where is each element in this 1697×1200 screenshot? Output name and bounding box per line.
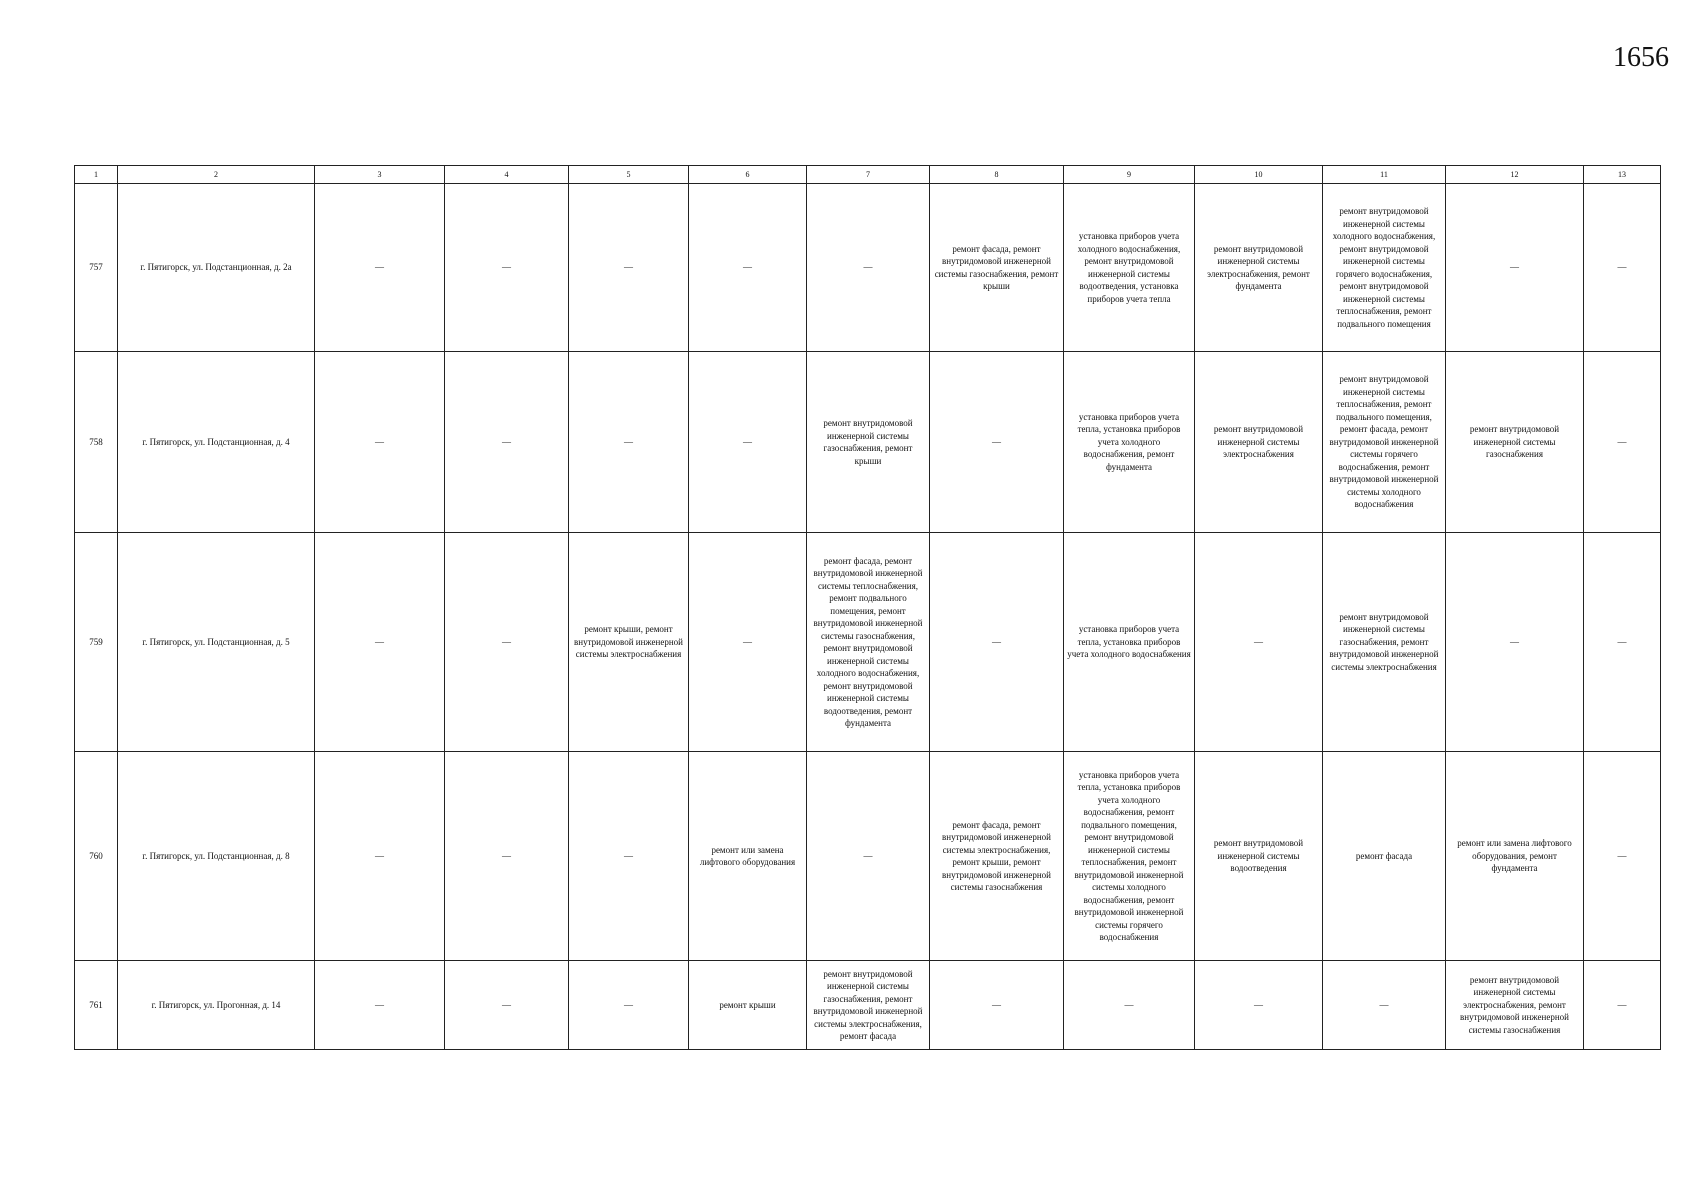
work-cell: — xyxy=(689,352,807,533)
work-cell: — xyxy=(930,961,1064,1050)
column-header: 4 xyxy=(445,166,569,184)
column-header: 1 xyxy=(75,166,118,184)
column-header: 7 xyxy=(807,166,930,184)
work-cell: ремонт внутридомовой инженерной системы газоснабжения, ремонт внутридомовой инженерной системы электроснабжения xyxy=(1323,533,1446,752)
row-number: 760 xyxy=(75,752,118,961)
address-cell: г. Пятигорск, ул. Подстанционная, д. 2а xyxy=(118,184,315,352)
address-cell: г. Пятигорск, ул. Подстанционная, д. 5 xyxy=(118,533,315,752)
work-cell: ремонт фасада, ремонт внутридомовой инженерной системы теплоснабжения, ремонт подвального помещения, ремонт внутридомовой инженерной системы газоснабжения, ремонт внутридомовой инженерной системы холодного водоснабжения, ремонт внутридомовой инженерной системы водоотведения, ремонт фундамента xyxy=(807,533,930,752)
work-cell: — xyxy=(445,352,569,533)
row-number: 757 xyxy=(75,184,118,352)
work-cell: — xyxy=(445,752,569,961)
work-cell: ремонт или замена лифтового оборудования xyxy=(689,752,807,961)
work-cell: установка приборов учета тепла, установка приборов учета холодного водоснабжения xyxy=(1064,533,1195,752)
address-cell: г. Пятигорск, ул. Подстанционная, д. 4 xyxy=(118,352,315,533)
page-number: 1656 xyxy=(1613,42,1669,73)
work-cell: — xyxy=(1584,352,1661,533)
work-cell: — xyxy=(1584,961,1661,1050)
work-cell: установка приборов учета тепла, установка приборов учета холодного водоснабжения, ремонт подвального помещения, ремонт внутридомовой инженерной системы теплоснабжения, ремонт внутридомовой инженерной системы холодного водоснабжения, ремонт внутридомовой инженерной системы горячего водоснабжения xyxy=(1064,752,1195,961)
work-cell: ремонт или замена лифтового оборудования, ремонт фундамента xyxy=(1446,752,1584,961)
work-cell: ремонт внутридомовой инженерной системы газоснабжения, ремонт внутридомовой инженерной системы электроснабжения, ремонт фасада xyxy=(807,961,930,1050)
table-row xyxy=(75,352,1661,533)
work-cell: — xyxy=(315,961,445,1050)
work-cell: — xyxy=(689,533,807,752)
column-number-row xyxy=(75,166,1661,184)
work-cell: — xyxy=(445,533,569,752)
work-cell: — xyxy=(1323,961,1446,1050)
work-cell: установка приборов учета тепла, установка приборов учета холодного водоснабжения, ремонт фундамента xyxy=(1064,352,1195,533)
work-cell: — xyxy=(1195,533,1323,752)
work-cell: ремонт крыши xyxy=(689,961,807,1050)
work-cell: — xyxy=(315,352,445,533)
work-cell: — xyxy=(930,533,1064,752)
work-cell: — xyxy=(315,752,445,961)
table-row xyxy=(75,752,1661,961)
column-header: 12 xyxy=(1446,166,1584,184)
row-number: 759 xyxy=(75,533,118,752)
work-cell: — xyxy=(1584,184,1661,352)
work-cell: ремонт внутридомовой инженерной системы электроснабжения, ремонт внутридомовой инженерной системы газоснабжения xyxy=(1446,961,1584,1050)
work-cell: — xyxy=(569,352,689,533)
address-cell: г. Пятигорск, ул. Подстанционная, д. 8 xyxy=(118,752,315,961)
address-cell: г. Пятигорск, ул. Прогонная, д. 14 xyxy=(118,961,315,1050)
column-header: 8 xyxy=(930,166,1064,184)
work-cell: ремонт внутридомовой инженерной системы газоснабжения, ремонт крыши xyxy=(807,352,930,533)
work-cell: — xyxy=(315,184,445,352)
column-header: 6 xyxy=(689,166,807,184)
table-row xyxy=(75,184,1661,352)
work-cell: — xyxy=(569,752,689,961)
column-header: 5 xyxy=(569,166,689,184)
work-cell: — xyxy=(445,961,569,1050)
work-cell: ремонт фасада, ремонт внутридомовой инженерной системы газоснабжения, ремонт крыши xyxy=(930,184,1064,352)
work-cell: ремонт внутридомовой инженерной системы холодного водоснабжения, ремонт внутридомовой инженерной системы горячего водоснабжения, ремонт внутридомовой инженерной системы теплоснабжения, ремонт подвального помещения xyxy=(1323,184,1446,352)
column-header: 10 xyxy=(1195,166,1323,184)
table-row xyxy=(75,961,1661,1050)
work-cell: установка приборов учета холодного водоснабжения, ремонт внутридомовой инженерной системы водоотведения, установка приборов учета тепла xyxy=(1064,184,1195,352)
work-cell: ремонт внутридомовой инженерной системы теплоснабжения, ремонт подвального помещения, ремонт фасада, ремонт внутридомовой инженерной системы горячего водоснабжения, ремонт внутридомовой инженерной системы холодного водоснабжения xyxy=(1323,352,1446,533)
work-cell: ремонт внутридомовой инженерной системы водоотведения xyxy=(1195,752,1323,961)
work-cell: ремонт крыши, ремонт внутридомовой инженерной системы электроснабжения xyxy=(569,533,689,752)
work-cell: — xyxy=(1584,533,1661,752)
work-cell: — xyxy=(1584,752,1661,961)
column-header: 13 xyxy=(1584,166,1661,184)
work-cell: — xyxy=(1446,533,1584,752)
work-cell: — xyxy=(689,184,807,352)
column-header: 11 xyxy=(1323,166,1446,184)
work-cell: ремонт фасада xyxy=(1323,752,1446,961)
work-cell: — xyxy=(930,352,1064,533)
work-cell: — xyxy=(1195,961,1323,1050)
work-cell: — xyxy=(569,961,689,1050)
work-cell: ремонт внутридомовой инженерной системы электроснабжения, ремонт фундамента xyxy=(1195,184,1323,352)
work-cell: — xyxy=(807,184,930,352)
work-cell: — xyxy=(807,752,930,961)
row-number: 761 xyxy=(75,961,118,1050)
work-cell: ремонт фасада, ремонт внутридомовой инженерной системы электроснабжения, ремонт крыши, ремонт внутридомовой инженерной системы газоснабжения xyxy=(930,752,1064,961)
row-number: 758 xyxy=(75,352,118,533)
table-row xyxy=(75,533,1661,752)
work-cell: ремонт внутридомовой инженерной системы газоснабжения xyxy=(1446,352,1584,533)
work-cell: — xyxy=(1064,961,1195,1050)
work-cell: — xyxy=(315,533,445,752)
work-cell: ремонт внутридомовой инженерной системы электроснабжения xyxy=(1195,352,1323,533)
column-header: 3 xyxy=(315,166,445,184)
work-cell: — xyxy=(445,184,569,352)
column-header: 9 xyxy=(1064,166,1195,184)
repair-schedule-table xyxy=(74,165,1661,1050)
work-cell: — xyxy=(569,184,689,352)
column-header: 2 xyxy=(118,166,315,184)
work-cell: — xyxy=(1446,184,1584,352)
